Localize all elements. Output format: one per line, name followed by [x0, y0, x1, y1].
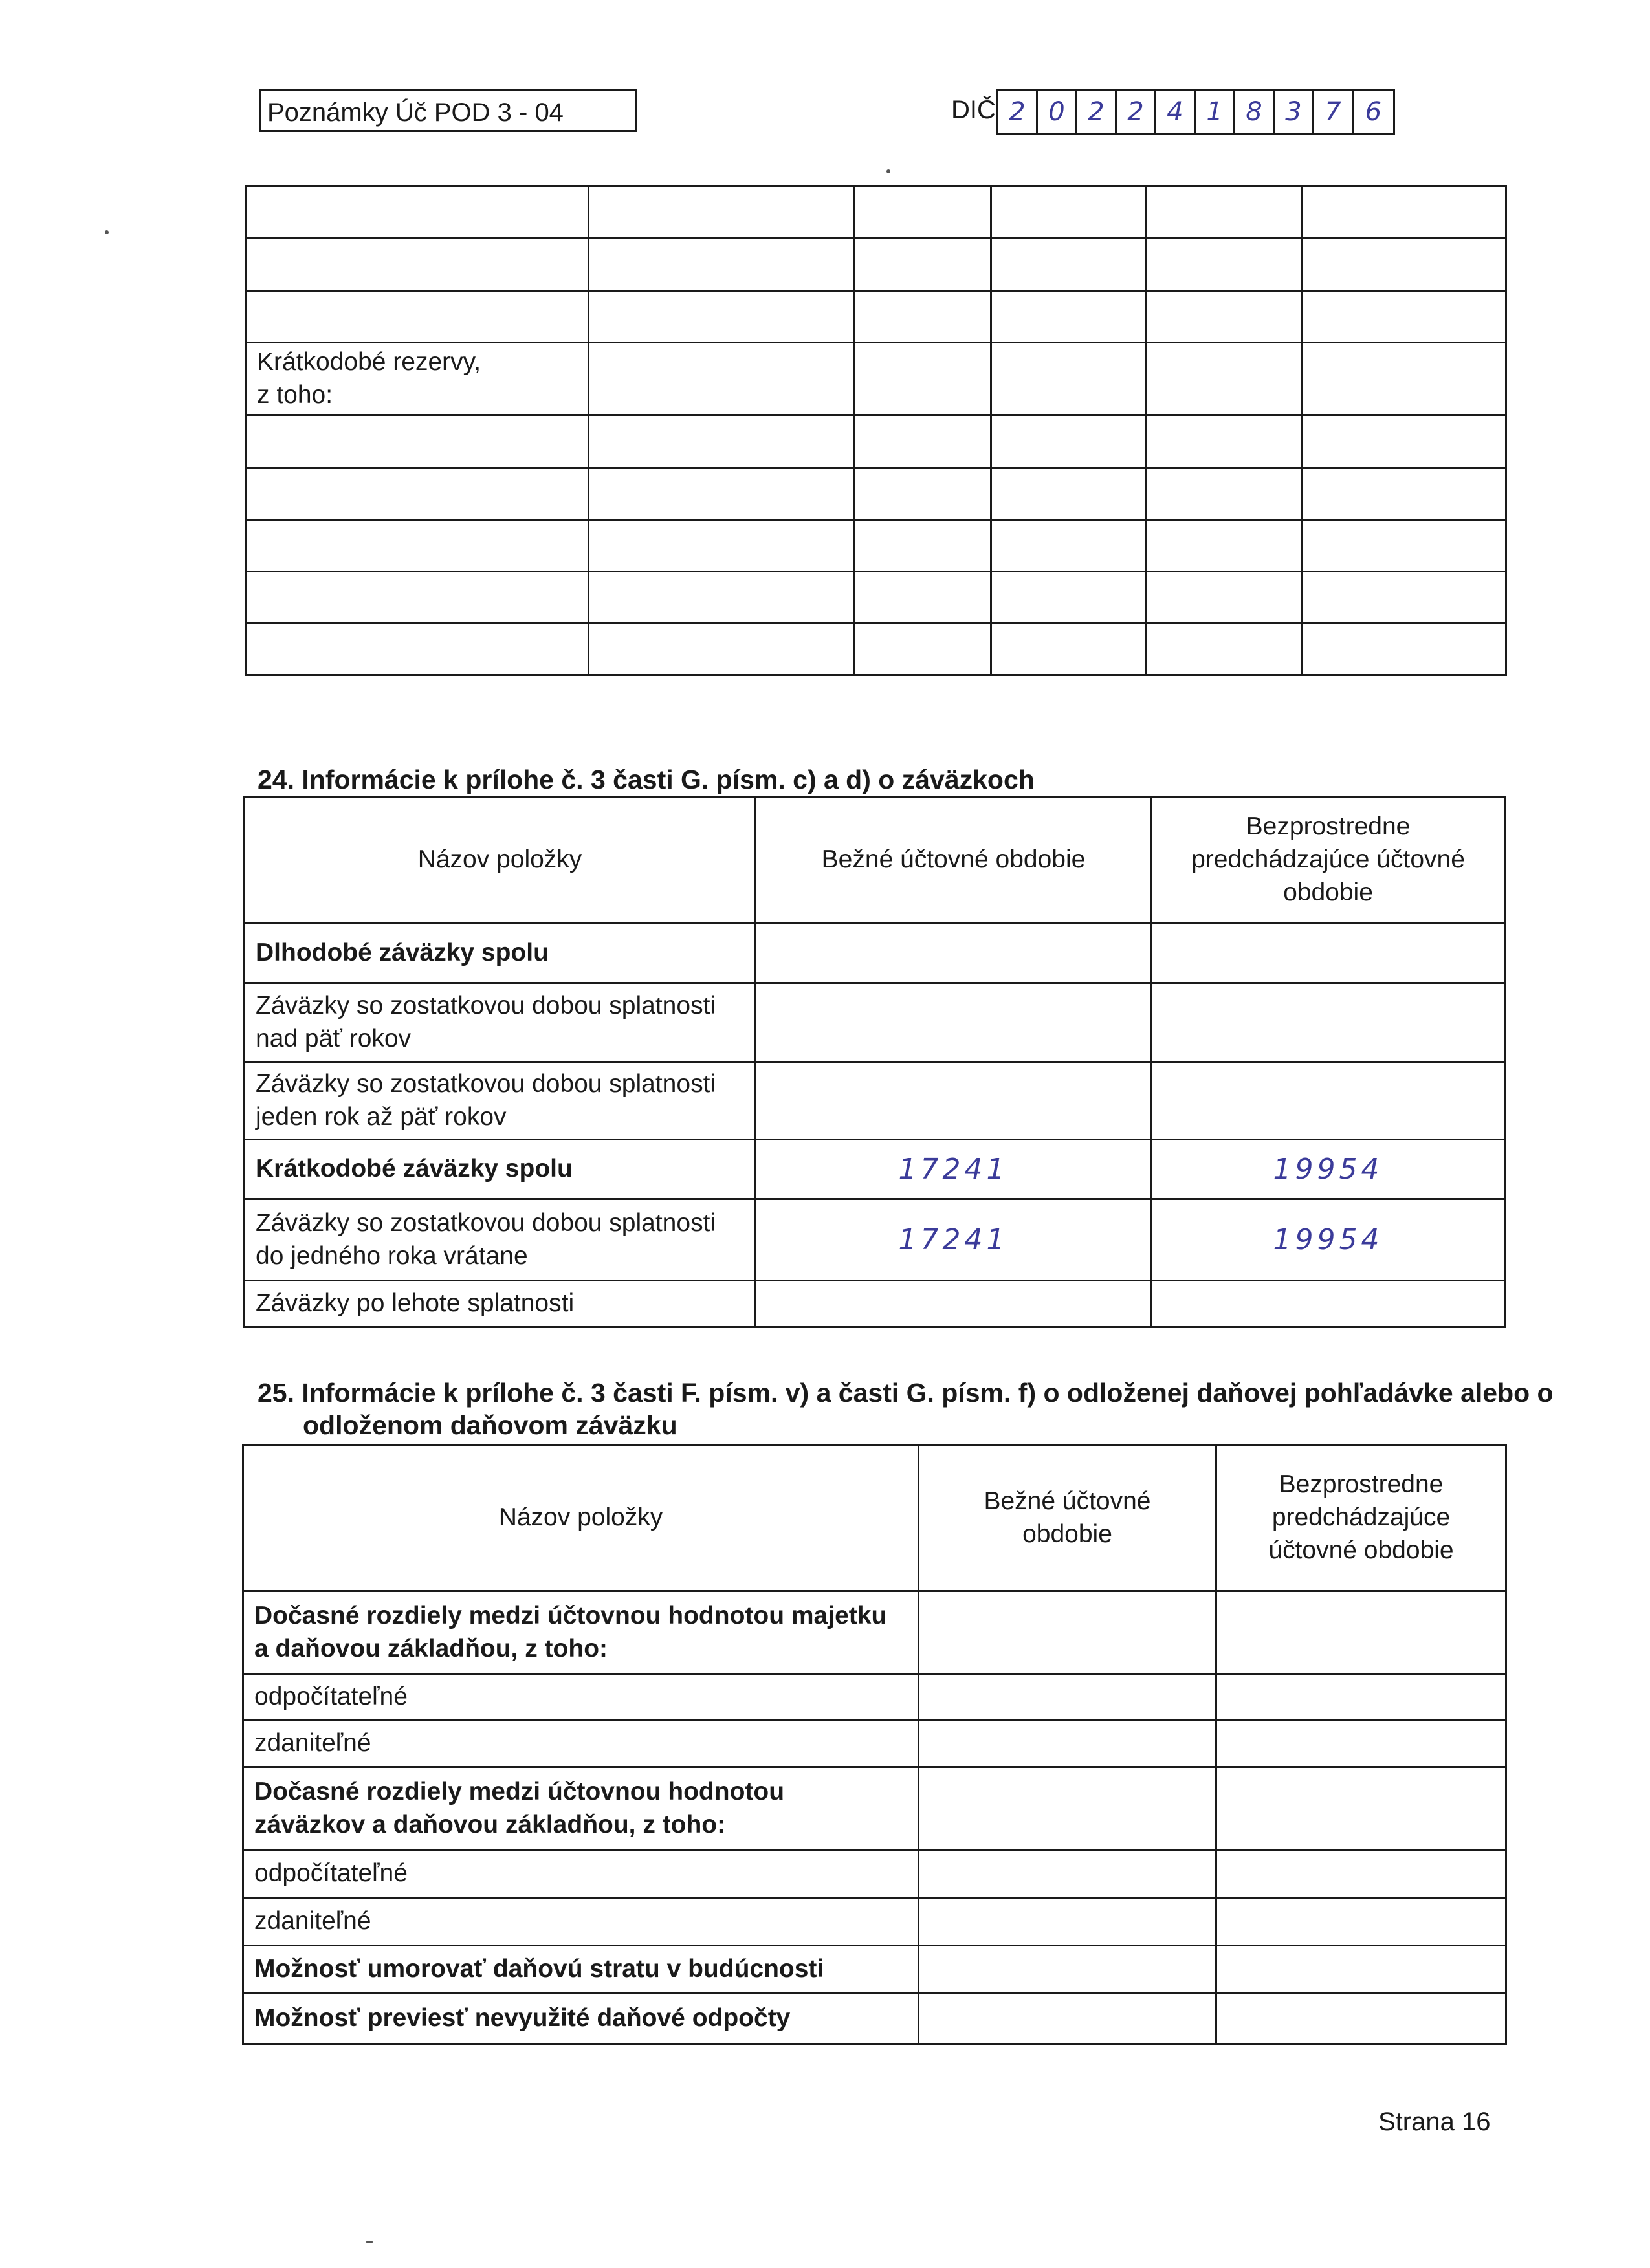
- row-label: Možnosť previesť nevyužité daňové odpočty: [243, 1994, 919, 2044]
- col-header-current: Bežné účtovné obdobie: [756, 797, 1152, 924]
- value-current: [756, 1062, 1152, 1140]
- dic-digit: 8: [1235, 91, 1275, 133]
- scan-speck: [886, 169, 890, 173]
- deferred-tax-table: [242, 1444, 1507, 2045]
- dic-digit: 7: [1314, 91, 1354, 133]
- value-current: [756, 983, 1152, 1062]
- table-row: [243, 1850, 1506, 1898]
- table-row: [246, 415, 1506, 468]
- dic-label: DIČ: [951, 96, 996, 124]
- table-row: [246, 468, 1506, 520]
- table-header-row: [245, 797, 1505, 924]
- table-row: [246, 291, 1506, 343]
- table-row: [245, 1140, 1505, 1199]
- table-row: [245, 1281, 1505, 1327]
- table-row: [243, 1591, 1506, 1674]
- value-previous: 19954: [1152, 1140, 1505, 1199]
- table-row: [243, 1946, 1506, 1994]
- table-row: [243, 1721, 1506, 1767]
- reserves-table: [245, 185, 1507, 676]
- row-label: Záväzky po lehote splatnosti: [245, 1281, 756, 1327]
- row-label: Krátkodobé záväzky spolu: [245, 1140, 756, 1199]
- table-row: [245, 1199, 1505, 1281]
- value-current: 17241: [756, 1140, 1152, 1199]
- table-row: [246, 343, 1506, 415]
- dic-digit: 6: [1365, 97, 1382, 127]
- page-number: Strana 16: [1378, 2108, 1491, 2136]
- table-row: [243, 1898, 1506, 1946]
- section-24-title: 24. Informácie k prílohe č. 3 časti G. písm. c) a d) o záväzkoch: [258, 765, 1035, 794]
- table-row: [246, 624, 1506, 675]
- table-row: [245, 924, 1505, 983]
- dic-digit: 4: [1156, 91, 1196, 133]
- table-row: [243, 1674, 1506, 1721]
- value-previous: [1152, 1281, 1505, 1327]
- table-row: [245, 1062, 1505, 1140]
- row-label: Záväzky so zostatkovou dobou splatnosti nad päť rokov: [245, 983, 756, 1062]
- value-current: [756, 924, 1152, 983]
- value-previous: [1152, 983, 1505, 1062]
- scan-speck: [366, 2241, 373, 2243]
- value-previous: [1152, 1062, 1505, 1140]
- col-header-previous: Bezprostredne predchádzajúce účtovné obdobie: [1152, 797, 1505, 924]
- table-row: [246, 572, 1506, 624]
- row-label: odpočítateľné: [243, 1850, 919, 1898]
- table-row: [245, 983, 1505, 1062]
- row-label: Záväzky so zostatkovou dobou splatnosti do jedného roka vrátane: [245, 1199, 756, 1281]
- form-label: Poznámky Úč POD 3 - 04: [259, 89, 637, 132]
- value-current: 17241: [756, 1199, 1152, 1281]
- row-label: Dočasné rozdiely medzi účtovnou hodnotou záväzkov a daňovou základňou, z toho:: [243, 1767, 919, 1850]
- row-label: Možnosť umorovať daňovú stratu v budúcnosti: [243, 1946, 919, 1994]
- value-previous: 19954: [1152, 1199, 1505, 1281]
- row-label: Dočasné rozdiely medzi účtovnou hodnotou majetku a daňovou základňou, z toho:: [243, 1591, 919, 1674]
- scan-speck: [105, 230, 109, 234]
- col-header-current: Bežné účtovné obdobie: [919, 1445, 1216, 1591]
- dic-digit: 1: [1196, 91, 1235, 133]
- col-header-name: Názov položky: [243, 1445, 919, 1591]
- col-header-name: Názov položky: [245, 797, 756, 924]
- table-row: [243, 1994, 1506, 2044]
- reserves-label: Krátkodobé rezervy, z toho:: [246, 343, 589, 415]
- dic-field: [996, 89, 1395, 135]
- table-row: [246, 238, 1506, 291]
- table-row: [243, 1767, 1506, 1850]
- row-label: zdaniteľné: [243, 1898, 919, 1946]
- table-row: [246, 186, 1506, 238]
- value-previous: [1152, 924, 1505, 983]
- dic-digit: 2: [998, 91, 1038, 133]
- row-label: Dlhodobé záväzky spolu: [245, 924, 756, 983]
- col-header-previous: Bezprostredne predchádzajúce účtovné obdobie: [1216, 1445, 1506, 1591]
- value-current: [756, 1281, 1152, 1327]
- row-label: Záväzky so zostatkovou dobou splatnosti jeden rok až päť rokov: [245, 1062, 756, 1140]
- dic-digit: 2: [1117, 91, 1156, 133]
- row-label: zdaniteľné: [243, 1721, 919, 1767]
- dic-digit: 2: [1077, 91, 1117, 133]
- table-row: [246, 520, 1506, 572]
- liabilities-table: [243, 796, 1506, 1328]
- row-label: odpočítateľné: [243, 1674, 919, 1721]
- dic-digit: 0: [1038, 91, 1077, 133]
- table-header-row: [243, 1445, 1506, 1591]
- section-25-title: 25. Informácie k prílohe č. 3 časti F. písm. v) a časti G. písm. f) o odloženej daňovej pohľadávke alebo o odloženom daňovom záväzku: [258, 1378, 1554, 1440]
- dic-digit: 3: [1275, 91, 1314, 133]
